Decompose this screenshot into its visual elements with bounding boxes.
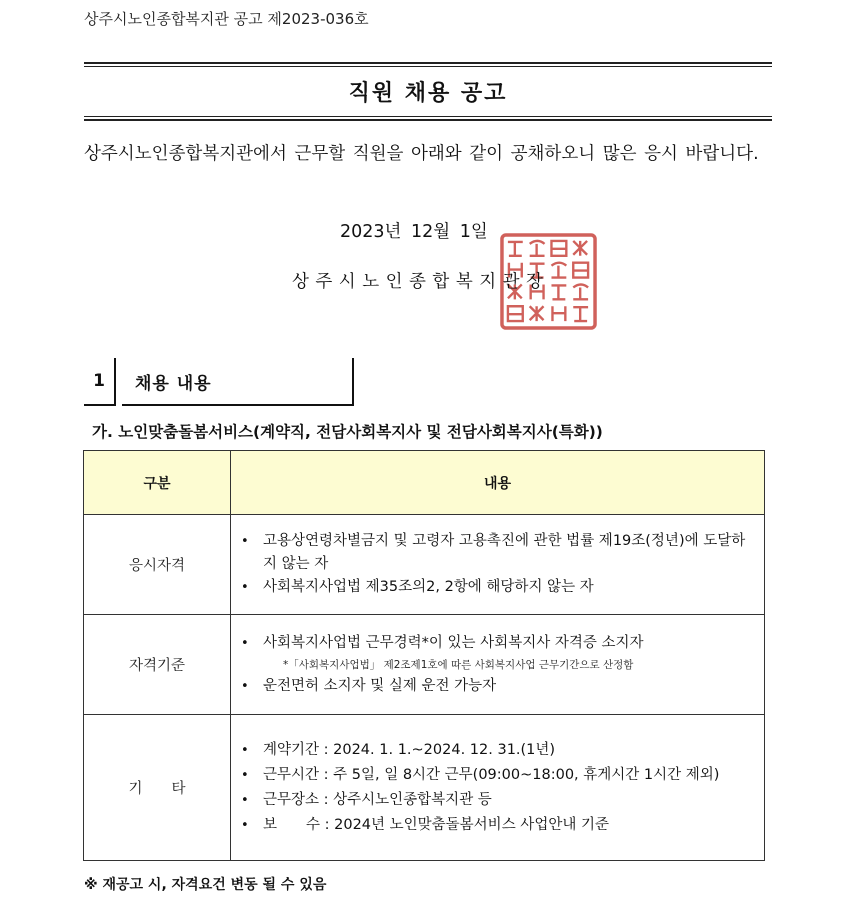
- list-item: • 계약기간 : 2024. 1. 1.~2024. 12. 31.(1년): [241, 741, 556, 758]
- row-content: [231, 615, 765, 715]
- row-label: 응시자격: [84, 515, 231, 615]
- row-label: 자격기준: [84, 615, 231, 715]
- notice-number: 상주시노인종합복지관 공고 제2023-036호: [84, 10, 369, 28]
- table-header-row: [84, 451, 765, 515]
- header-content: 내용: [231, 451, 765, 515]
- row-label: 기 타: [84, 715, 231, 861]
- qualification-note: *「사회복지사업법」 제2조제1호에 따른 사회복지사업 근무기간으로 산정함: [283, 658, 634, 671]
- list-item: • 운전면허 소지자 및 실제 운전 가능자: [241, 677, 497, 694]
- seal-glyph: [551, 285, 566, 299]
- seal-glyph: [508, 306, 523, 321]
- list-item: • 근무시간 : 주 5일, 일 8시간 근무(09:00~18:00, 휴게시간 1시간 제외): [241, 766, 720, 783]
- section-title: 채용 내용: [122, 358, 354, 406]
- top-rule-thin: [84, 66, 772, 67]
- seal-glyph: [551, 241, 566, 256]
- list-item: • 사회복지사업법 근무경력*이 있는 사회복지사 자격증 소지자: [241, 634, 644, 651]
- subsection-heading: 가. 노인맞춤돌봄서비스(계약직, 전담사회복지사 및 전담사회복지사(특화)): [92, 423, 603, 441]
- page-title: 직원 채용 공고: [348, 81, 508, 106]
- seal-glyph: [573, 307, 588, 321]
- seal-glyph: [551, 263, 566, 278]
- seal-glyph: [530, 306, 544, 321]
- row-content: [231, 715, 765, 861]
- header-category: 구분: [84, 451, 231, 515]
- list-item: • 근무장소 : 상주시노인종합복지관 등: [241, 791, 492, 808]
- seal-glyph: [573, 284, 588, 299]
- title-rule-thick: [84, 119, 772, 121]
- notice-date: 2023년 12월 1일: [340, 222, 488, 242]
- seal-glyph: [508, 242, 523, 256]
- seal-glyph: [573, 263, 588, 278]
- list-item: • 고용상연령차별금지 및 고령자 고용촉진에 관한 법률 제19조(정년)에 도달하지 않는 자: [241, 533, 746, 572]
- table-row-qualification: [84, 615, 765, 715]
- seal-glyph: [573, 241, 587, 256]
- list-item: • 보 수 : 2024년 노인맞춤돌봄서비스 사업안내 기준: [241, 816, 609, 833]
- seal-glyph: [530, 241, 545, 256]
- row-content: [231, 515, 765, 615]
- intro-paragraph: 상주시노인종합복지관에서 근무할 직원을 아래와 같이 공채하오니 많은 응시 바랍니다.: [84, 144, 759, 164]
- table-row-other: [84, 715, 765, 861]
- footnote: ※ 재공고 시, 자격요건 변동 될 수 있음: [84, 877, 327, 893]
- top-rule-thick: [84, 62, 772, 64]
- list-item: • 사회복지사업법 제35조의2, 2항에 해당하지 않는 자: [241, 579, 594, 595]
- title-rule-thin: [84, 116, 772, 117]
- recruitment-table: [83, 450, 765, 861]
- section-number: 1: [84, 358, 116, 406]
- table-row-eligibility: [84, 515, 765, 615]
- signer-name: 상주시노인종합복지관장: [292, 272, 550, 292]
- seal-glyph: [552, 306, 565, 321]
